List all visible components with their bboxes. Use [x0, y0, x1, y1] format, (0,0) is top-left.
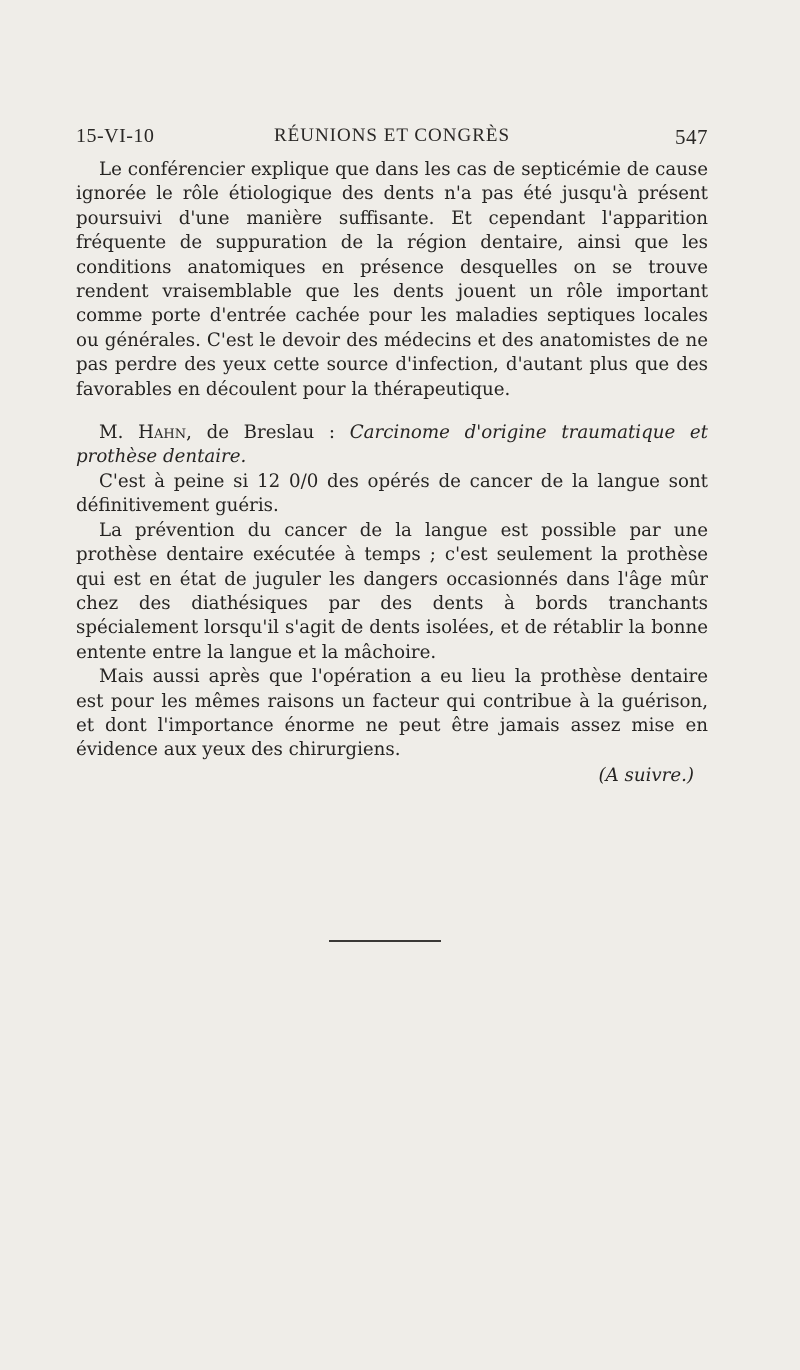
paragraph-after-operation: Mais aussi après que l'opération a eu lieu la prothèse dentaire est pour les mêmes raisons un facteur qui contribue à la guérison, et dont l'importance énorme ne peut être jamais assez mise en évidence aux yeux des chirurgiens. [76, 666, 708, 761]
page [76, 116, 708, 788]
page-number: 547 [675, 125, 708, 149]
paragraph-cure-rate: C'est à peine si 12 0/0 des opérés de cancer de la langue sont définitivement guéris. [76, 470, 708, 517]
speaker-heading [76, 421, 708, 470]
speaker-name: Hahn [138, 422, 187, 444]
section-divider [329, 940, 441, 942]
section-title: RÉUNIONS ET CONGRÈS [273, 125, 511, 146]
paragraph-septicemia: Le conférencier explique que dans les cas de septicémie de cause ignorée le rôle étiologique des dents n'a pas été jusqu'à présent poursuivi d'une manière suffisante. Et cependant l'apparition fréquente de suppuration de la région dentaire, ainsi que les conditions anatomiques en présence desquelles on se trouve rendent vraisemblable que les dents jouent un rôle important comme porte d'entrée cachée pour les maladies septiques locales ou générales. C'est le devoir des médecins et des anatomistes de ne pas perdre des yeux cette source d'infection, d'autant plus que des favorables en découlent pour la thérapeutique. [76, 159, 708, 400]
issue-date: 15-VI-10 [76, 125, 155, 147]
running-head [76, 116, 708, 158]
article-body [76, 158, 708, 763]
to-be-continued: (A suivre.) [598, 764, 694, 786]
talk-title: Carcinome d'origine traumatique et prothèse dentaire. [76, 422, 708, 468]
speaker-place: , de Breslau : [186, 422, 350, 444]
speaker-prefix: M. [99, 422, 139, 444]
paragraph-prevention: La prévention du cancer de la langue est possible par une prothèse dentaire exécutée à temps ; c'est seulement la prothèse qui est en état de juguler les dangers occasionnés dans l'âge mûr chez des diathésiques par des dents à bords tranchants spécialement lorsqu'il s'agit de dents isolées, et de rétablir la bonne entente entre la langue et la mâchoire. [76, 519, 708, 663]
